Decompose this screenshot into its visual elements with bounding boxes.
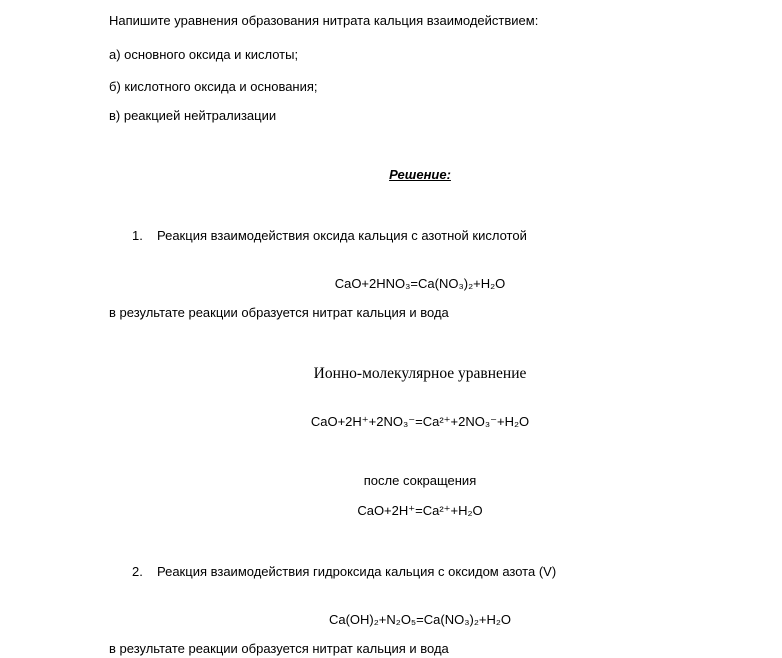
- task-option-a: а) основного оксида и кислоты;: [109, 47, 299, 62]
- ionic-equation-title: Ионно-молекулярное уравнение: [313, 365, 527, 382]
- solution-heading: Решение:: [389, 167, 451, 182]
- reduced-equation: CaO+2H⁺=Ca²⁺+H₂O: [357, 503, 483, 518]
- step-1-equation: CaO+2HNO₃=Ca(NO₃)₂+H₂O: [334, 276, 506, 291]
- step-1-number: 1.: [132, 228, 143, 243]
- step-2-equation: Ca(OH)₂+N₂O₅=Ca(NO₃)₂+H₂O: [328, 612, 512, 627]
- task-option-b: б) кислотного оксида и основания;: [109, 79, 318, 94]
- ionic-equation: CaO+2H⁺+2NO₃⁻=Ca²⁺+2NO₃⁻+H₂O: [310, 414, 530, 429]
- step-2-text: Реакция взаимодействия гидроксида кальция с оксидом азота (V): [157, 564, 557, 579]
- step-1-text: Реакция взаимодействия оксида кальция с азотной кислотой: [157, 228, 527, 243]
- task-prompt: Напишите уравнения образования нитрата кальция взаимодействием:: [109, 13, 539, 28]
- reduced-label: после сокращения: [363, 473, 477, 488]
- step-2-result: в результате реакции образуется нитрат кальция и вода: [109, 641, 449, 656]
- task-option-c: в) реакцией нейтрализации: [109, 108, 277, 123]
- step-1-result: в результате реакции образуется нитрат кальция и вода: [109, 305, 449, 320]
- step-2-number: 2.: [132, 564, 143, 579]
